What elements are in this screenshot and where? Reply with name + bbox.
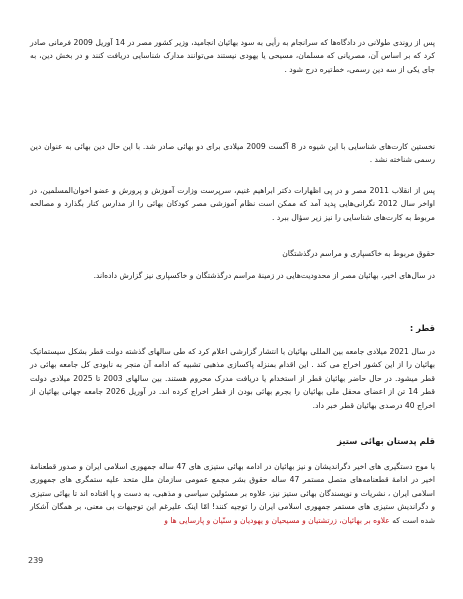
paragraph-2011-revolution: پس از انقلاب 2011 مصر و در پی اظهارات دکتر ابراهیم غنیم، سرپرست وزارت آموزش و پرورش و عضو اخوان‌المسلمین، در اواخر سال 2012 نگرانی‌هایی پدید آمد که ممکن است نظام آموزشی مصر کودکان بهائی را از مدارس کنار بگذارد و مصالحه مربوط به کارت‌های شناسایی را نیز زیر سؤال ببرد . <box>30 186 435 222</box>
paragraph-burial-rights-title: حقوق مربوط به خاکسپاری و مراسم درگذشتگان <box>282 249 435 258</box>
page-number: 239 <box>28 556 44 565</box>
paragraph-egypt-id-decree: پس از روندی طولانی در دادگاه‌ها که سرانجام به رأیی به سود بهائیان انجامید، وزیر کشور مصر در 14 آوریل 2009 فرمانی صادر کرد که بر اساس آن، مصریانی که مسلمان، مسیحی یا یهودی نیستند می‌توانند مدارک شناسایی دریافت کنند و در بخش دین، به جای یکی از سه دین رسمی، خط‌تیره درج شود . <box>30 38 435 74</box>
paragraph-qatar-expulsions: در سال 2021 میلادی جامعه بین المللی بهائیان با انتشار گزارشی اعلام کرد که طی سالهای گذشته دولت قطر بشکل سیستماتیک بهائیان را از این کشور اخراج می کند . این اقدام بمنزله پاکسازی مذهبی تشبیه که ادامه آن منجر به نابودی کل جامعه بهائی در قطر میشود. در حال حاضر بهائیان قطر از استخدام یا دریافت مدرک محروم هستند. بین سالهای 2003 تا 2025 میلادی دولت قطر 14 تن از اعضای محفل ملی بهائیان را بجرم بهائی بودن از قطر اخراج کرده اند. در آوریل 2026 جامعه جهانی بهائیان از اخراج 40 درصدی بهائیان قطر خبر داد. <box>30 347 436 410</box>
paragraph-burial-restrictions: در سال‌های اخیر، بهائیان مصر از محدودیت‌هایی در زمینهٔ مراسم درگذشتگان و خاکسپاری نیز گزارش داده‌اند. <box>93 271 435 280</box>
highlighted-minorities-text: علاوه بر بهائیان، زرتشتیان و مسیحیان و یهودیان و سنّیان و پارسایی ها و <box>164 515 390 525</box>
heading-qatar: قطر : <box>409 323 435 333</box>
paragraph-first-id-cards: نخستین کارت‌های شناسایی با این شیوه در 8 آگست 2009 میلادی برای دو بهائی صادر شد. با این حال دین بهائی به عنوان دین رسمی شناخته نشد . <box>30 142 435 165</box>
heading-anti-bahai-writers: قلم پدستان بهائی ستیز <box>337 436 435 446</box>
paragraph-arrests-wave <box>30 460 435 527</box>
paragraph-arrests-text: با موج دستگیری های اخیر دگراندیشان و نیز بهائیان در ادامه بهائی ستیزی های 47 ساله جمهوری اسلامی ایران و صدور قطعنامهٔ اخیر در ادامهٔ قطعنامه‌های متصل مستمر 47 ساله حقوق بشر مجمع عمومی سازمان ملل متحد علیه ستمگری های جمهوری اسلامی ایران ، نشریات و نویسندگان بهائی ستیز نیز، علاوه بر مسئولین سیاسی و مذهبی، به دست و پا افتاده اند تا بهائی ستیزی و دگراندیش ستیزی های مستمر جمهوری اسلامی ایران را توجیه کنند! امّا اینک علیرغم این توجیهات بی معنی، بر همگان آشکار شده است که <box>30 462 436 525</box>
